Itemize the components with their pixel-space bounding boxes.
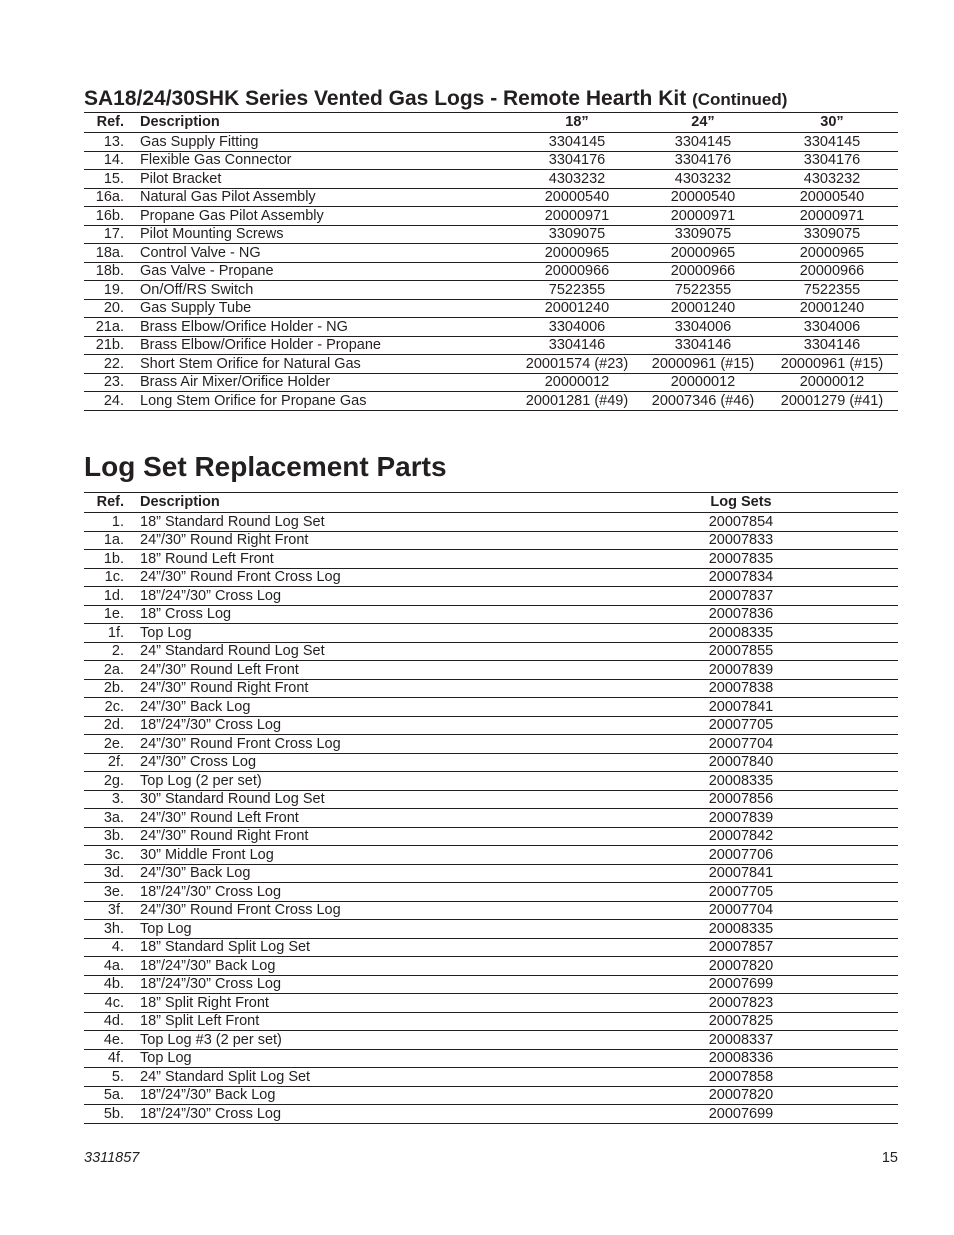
page-number: 15: [881, 1150, 898, 1166]
table-row: [84, 883, 898, 902]
log-set-part-cell: 20007841: [654, 698, 828, 717]
log-set-part-cell: 20007706: [654, 846, 828, 865]
ref-cell: 4a.: [84, 957, 124, 976]
spacer-cell: [828, 1068, 898, 1087]
ref-cell: 1d.: [84, 587, 124, 606]
spacer-cell: [828, 531, 898, 550]
spacer-cell: [828, 809, 898, 828]
ref-cell: 23.: [84, 373, 124, 392]
part-30-cell: 3304145: [766, 133, 898, 152]
part-30-cell: 20001279 (#41): [766, 392, 898, 411]
ref-cell: 21a.: [84, 318, 124, 337]
table-row: [84, 772, 898, 791]
part-24-cell: 7522355: [640, 281, 766, 300]
log-set-part-cell: 20007855: [654, 642, 828, 661]
ref-cell: 14.: [84, 151, 124, 170]
spacer-cell: [828, 846, 898, 865]
ref-cell: 24.: [84, 392, 124, 411]
part-24-cell: 4303232: [640, 170, 766, 189]
table-row: [84, 188, 898, 207]
kit-table-header-row: [84, 113, 898, 133]
ref-cell: 3.: [84, 790, 124, 809]
part-18-cell: 20000966: [514, 262, 640, 281]
table-row: [84, 920, 898, 939]
table-row: [84, 225, 898, 244]
part-18-cell: 20001574 (#23): [514, 355, 640, 374]
description-cell: Top Log: [124, 624, 654, 643]
spacer-cell: [828, 513, 898, 532]
description-cell: 18”/24”/30” Cross Log: [124, 883, 654, 902]
part-30-cell: 20000966: [766, 262, 898, 281]
description-cell: 24”/30” Cross Log: [124, 753, 654, 772]
table-row: [84, 1012, 898, 1031]
description-cell: 18”/24”/30” Cross Log: [124, 716, 654, 735]
log-set-part-cell: 20007705: [654, 883, 828, 902]
ref-cell: 1b.: [84, 550, 124, 569]
log-set-part-cell: 20007838: [654, 679, 828, 698]
spacer-cell: [828, 1105, 898, 1124]
description-cell: 24”/30” Round Right Front: [124, 531, 654, 550]
table-row: [84, 975, 898, 994]
ref-cell: 5b.: [84, 1105, 124, 1124]
log-set-part-cell: 20007705: [654, 716, 828, 735]
ref-cell: 17.: [84, 225, 124, 244]
kit-header-18: 18”: [514, 113, 640, 133]
ref-cell: 3e.: [84, 883, 124, 902]
log-set-part-cell: 20007833: [654, 531, 828, 550]
spacer-cell: [828, 975, 898, 994]
document-number: 3311857: [84, 1150, 140, 1166]
table-row: [84, 244, 898, 263]
table-row: [84, 846, 898, 865]
ref-cell: 2e.: [84, 735, 124, 754]
part-30-cell: 3304176: [766, 151, 898, 170]
spacer-cell: [828, 642, 898, 661]
table-row: [84, 716, 898, 735]
table-row: [84, 587, 898, 606]
spacer-cell: [828, 698, 898, 717]
ref-cell: 4.: [84, 938, 124, 957]
description-cell: 18” Split Left Front: [124, 1012, 654, 1031]
log-set-part-cell: 20007820: [654, 957, 828, 976]
description-cell: Gas Supply Tube: [124, 299, 514, 318]
table-row: [84, 901, 898, 920]
table-row: [84, 938, 898, 957]
table-row: [84, 151, 898, 170]
table-row: [84, 262, 898, 281]
table-row: [84, 864, 898, 883]
description-cell: On/Off/RS Switch: [124, 281, 514, 300]
part-24-cell: 3304146: [640, 336, 766, 355]
log-set-part-cell: 20007857: [654, 938, 828, 957]
table-row: [84, 698, 898, 717]
ref-cell: 13.: [84, 133, 124, 152]
spacer-cell: [828, 679, 898, 698]
description-cell: 18” Split Right Front: [124, 994, 654, 1013]
ref-cell: 19.: [84, 281, 124, 300]
ref-cell: 4c.: [84, 994, 124, 1013]
table-row: [84, 133, 898, 152]
ref-cell: 15.: [84, 170, 124, 189]
kit-title-suffix: (Continued): [692, 90, 788, 109]
log-set-part-cell: 20007704: [654, 735, 828, 754]
table-row: [84, 336, 898, 355]
logs-table-body: [84, 513, 898, 1124]
table-row: [84, 281, 898, 300]
table-row: [84, 642, 898, 661]
spacer-cell: [828, 624, 898, 643]
description-cell: 18” Standard Round Log Set: [124, 513, 654, 532]
table-row: [84, 1086, 898, 1105]
ref-cell: 3a.: [84, 809, 124, 828]
log-set-part-cell: 20007835: [654, 550, 828, 569]
kit-header-description: Description: [124, 113, 514, 133]
description-cell: Brass Elbow/Orifice Holder - NG: [124, 318, 514, 337]
log-set-part-cell: 20007699: [654, 1105, 828, 1124]
table-row: [84, 605, 898, 624]
description-cell: 18”/24”/30” Cross Log: [124, 587, 654, 606]
part-30-cell: 4303232: [766, 170, 898, 189]
ref-cell: 3b.: [84, 827, 124, 846]
table-row: [84, 513, 898, 532]
ref-cell: 2d.: [84, 716, 124, 735]
ref-cell: 4d.: [84, 1012, 124, 1031]
log-set-part-cell: 20007834: [654, 568, 828, 587]
table-row: [84, 809, 898, 828]
part-30-cell: 20000965: [766, 244, 898, 263]
log-set-part-cell: 20007842: [654, 827, 828, 846]
description-cell: Natural Gas Pilot Assembly: [124, 188, 514, 207]
log-set-part-cell: 20007820: [654, 1086, 828, 1105]
table-row: [84, 1031, 898, 1050]
description-cell: Pilot Mounting Screws: [124, 225, 514, 244]
part-30-cell: 20000971: [766, 207, 898, 226]
description-cell: 18”/24”/30” Cross Log: [124, 975, 654, 994]
part-30-cell: 20000961 (#15): [766, 355, 898, 374]
description-cell: Top Log: [124, 1049, 654, 1068]
spacer-cell: [828, 1031, 898, 1050]
spacer-cell: [828, 1086, 898, 1105]
table-row: [84, 170, 898, 189]
log-set-parts-table: [84, 492, 898, 1124]
description-cell: 18” Standard Split Log Set: [124, 938, 654, 957]
ref-cell: 18a.: [84, 244, 124, 263]
ref-cell: 21b.: [84, 336, 124, 355]
ref-cell: 1e.: [84, 605, 124, 624]
log-set-part-cell: 20007854: [654, 513, 828, 532]
logs-header-ref: Ref.: [84, 493, 124, 513]
table-row: [84, 679, 898, 698]
part-24-cell: 20000966: [640, 262, 766, 281]
description-cell: 18” Cross Log: [124, 605, 654, 624]
description-cell: 24”/30” Round Left Front: [124, 809, 654, 828]
part-18-cell: 20000540: [514, 188, 640, 207]
ref-cell: 4e.: [84, 1031, 124, 1050]
description-cell: Propane Gas Pilot Assembly: [124, 207, 514, 226]
description-cell: Pilot Bracket: [124, 170, 514, 189]
kit-header-ref: Ref.: [84, 113, 124, 133]
table-row: [84, 207, 898, 226]
spacer-cell: [828, 735, 898, 754]
part-24-cell: 20000961 (#15): [640, 355, 766, 374]
spacer-cell: [828, 753, 898, 772]
table-row: [84, 1105, 898, 1124]
ref-cell: 3h.: [84, 920, 124, 939]
part-24-cell: 3309075: [640, 225, 766, 244]
kit-title-text: SA18/24/30SHK Series Vented Gas Logs - Remote Hearth Kit: [84, 87, 687, 110]
description-cell: 24”/30” Round Right Front: [124, 679, 654, 698]
table-row: [84, 373, 898, 392]
table-row: [84, 753, 898, 772]
description-cell: 18” Round Left Front: [124, 550, 654, 569]
part-18-cell: 20001281 (#49): [514, 392, 640, 411]
log-set-part-cell: 20007836: [654, 605, 828, 624]
log-set-part-cell: 20007839: [654, 661, 828, 680]
part-18-cell: 3304146: [514, 336, 640, 355]
ref-cell: 20.: [84, 299, 124, 318]
part-18-cell: 4303232: [514, 170, 640, 189]
spacer-cell: [828, 1012, 898, 1031]
part-30-cell: 20000540: [766, 188, 898, 207]
spacer-cell: [828, 605, 898, 624]
table-row: [84, 392, 898, 411]
ref-cell: 3d.: [84, 864, 124, 883]
logs-header-spacer: [828, 493, 898, 513]
log-set-part-cell: 20007840: [654, 753, 828, 772]
part-30-cell: 3304006: [766, 318, 898, 337]
ref-cell: 2a.: [84, 661, 124, 680]
part-24-cell: 20000540: [640, 188, 766, 207]
ref-cell: 22.: [84, 355, 124, 374]
log-set-part-cell: 20007704: [654, 901, 828, 920]
description-cell: Brass Air Mixer/Orifice Holder: [124, 373, 514, 392]
table-row: [84, 790, 898, 809]
description-cell: 18”/24”/30” Cross Log: [124, 1105, 654, 1124]
description-cell: Gas Valve - Propane: [124, 262, 514, 281]
spacer-cell: [828, 550, 898, 569]
description-cell: 30” Standard Round Log Set: [124, 790, 654, 809]
kit-header-30: 30”: [766, 113, 898, 133]
ref-cell: 2b.: [84, 679, 124, 698]
description-cell: 24”/30” Back Log: [124, 864, 654, 883]
ref-cell: 5.: [84, 1068, 124, 1087]
spacer-cell: [828, 883, 898, 902]
description-cell: Flexible Gas Connector: [124, 151, 514, 170]
kit-section-title: [84, 86, 787, 113]
ref-cell: 1c.: [84, 568, 124, 587]
ref-cell: 2f.: [84, 753, 124, 772]
description-cell: 24”/30” Back Log: [124, 698, 654, 717]
log-set-part-cell: 20007856: [654, 790, 828, 809]
table-row: [84, 1068, 898, 1087]
spacer-cell: [828, 568, 898, 587]
part-18-cell: 3304006: [514, 318, 640, 337]
ref-cell: 1f.: [84, 624, 124, 643]
spacer-cell: [828, 716, 898, 735]
description-cell: 18”/24”/30” Back Log: [124, 1086, 654, 1105]
description-cell: 24”/30” Round Front Cross Log: [124, 568, 654, 587]
log-set-part-cell: 20007839: [654, 809, 828, 828]
table-row: [84, 299, 898, 318]
kit-parts-table: [84, 112, 898, 411]
log-set-part-cell: 20007825: [654, 1012, 828, 1031]
description-cell: Top Log #3 (2 per set): [124, 1031, 654, 1050]
part-24-cell: 20000971: [640, 207, 766, 226]
ref-cell: 16b.: [84, 207, 124, 226]
description-cell: 24”/30” Round Front Cross Log: [124, 901, 654, 920]
logs-table-header-row: [84, 493, 898, 513]
description-cell: Gas Supply Fitting: [124, 133, 514, 152]
description-cell: 24”/30” Round Left Front: [124, 661, 654, 680]
log-set-part-cell: 20008335: [654, 624, 828, 643]
part-18-cell: 3304145: [514, 133, 640, 152]
part-24-cell: 20000012: [640, 373, 766, 392]
description-cell: 30” Middle Front Log: [124, 846, 654, 865]
description-cell: Top Log (2 per set): [124, 772, 654, 791]
ref-cell: 2.: [84, 642, 124, 661]
description-cell: 18”/24”/30” Back Log: [124, 957, 654, 976]
table-row: [84, 661, 898, 680]
part-24-cell: 3304145: [640, 133, 766, 152]
part-18-cell: 3304176: [514, 151, 640, 170]
ref-cell: 2c.: [84, 698, 124, 717]
part-30-cell: 3309075: [766, 225, 898, 244]
table-row: [84, 735, 898, 754]
part-30-cell: 20000012: [766, 373, 898, 392]
ref-cell: 4f.: [84, 1049, 124, 1068]
spacer-cell: [828, 938, 898, 957]
spacer-cell: [828, 790, 898, 809]
table-row: [84, 624, 898, 643]
table-row: [84, 1049, 898, 1068]
description-cell: Control Valve - NG: [124, 244, 514, 263]
table-row: [84, 355, 898, 374]
table-row: [84, 827, 898, 846]
ref-cell: 3f.: [84, 901, 124, 920]
spacer-cell: [828, 864, 898, 883]
log-set-part-cell: 20007699: [654, 975, 828, 994]
description-cell: Long Stem Orifice for Propane Gas: [124, 392, 514, 411]
part-24-cell: 20001240: [640, 299, 766, 318]
spacer-cell: [828, 957, 898, 976]
log-set-part-cell: 20007841: [654, 864, 828, 883]
kit-table-body: [84, 133, 898, 411]
log-set-part-cell: 20007837: [654, 587, 828, 606]
ref-cell: 5a.: [84, 1086, 124, 1105]
part-24-cell: 3304006: [640, 318, 766, 337]
kit-header-24: 24”: [640, 113, 766, 133]
ref-cell: 16a.: [84, 188, 124, 207]
part-18-cell: 7522355: [514, 281, 640, 300]
spacer-cell: [828, 661, 898, 680]
log-set-part-cell: 20008335: [654, 772, 828, 791]
description-cell: Top Log: [124, 920, 654, 939]
spacer-cell: [828, 587, 898, 606]
part-18-cell: 20000012: [514, 373, 640, 392]
part-18-cell: 3309075: [514, 225, 640, 244]
logs-header-description: Description: [124, 493, 654, 513]
part-18-cell: 20000971: [514, 207, 640, 226]
table-row: [84, 994, 898, 1013]
description-cell: 24”/30” Round Front Cross Log: [124, 735, 654, 754]
log-set-part-cell: 20007823: [654, 994, 828, 1013]
part-30-cell: 7522355: [766, 281, 898, 300]
description-cell: 24” Standard Round Log Set: [124, 642, 654, 661]
spacer-cell: [828, 827, 898, 846]
spacer-cell: [828, 772, 898, 791]
spacer-cell: [828, 901, 898, 920]
log-set-part-cell: 20008337: [654, 1031, 828, 1050]
table-row: [84, 318, 898, 337]
table-row: [84, 531, 898, 550]
ref-cell: 2g.: [84, 772, 124, 791]
spacer-cell: [828, 1049, 898, 1068]
part-30-cell: 3304146: [766, 336, 898, 355]
part-24-cell: 3304176: [640, 151, 766, 170]
description-cell: Short Stem Orifice for Natural Gas: [124, 355, 514, 374]
ref-cell: 3c.: [84, 846, 124, 865]
table-row: [84, 957, 898, 976]
ref-cell: 1a.: [84, 531, 124, 550]
ref-cell: 18b.: [84, 262, 124, 281]
logs-header-log-sets: Log Sets: [654, 493, 828, 513]
logs-section-title: Log Set Replacement Parts: [84, 451, 447, 482]
part-18-cell: 20001240: [514, 299, 640, 318]
log-set-part-cell: 20007858: [654, 1068, 828, 1087]
spacer-cell: [828, 994, 898, 1013]
ref-cell: 4b.: [84, 975, 124, 994]
log-set-part-cell: 20008335: [654, 920, 828, 939]
spacer-cell: [828, 920, 898, 939]
part-18-cell: 20000965: [514, 244, 640, 263]
description-cell: 24” Standard Split Log Set: [124, 1068, 654, 1087]
description-cell: 24”/30” Round Right Front: [124, 827, 654, 846]
description-cell: Brass Elbow/Orifice Holder - Propane: [124, 336, 514, 355]
table-row: [84, 568, 898, 587]
ref-cell: 1.: [84, 513, 124, 532]
part-24-cell: 20000965: [640, 244, 766, 263]
table-row: [84, 550, 898, 569]
part-30-cell: 20001240: [766, 299, 898, 318]
part-24-cell: 20007346 (#46): [640, 392, 766, 411]
log-set-part-cell: 20008336: [654, 1049, 828, 1068]
